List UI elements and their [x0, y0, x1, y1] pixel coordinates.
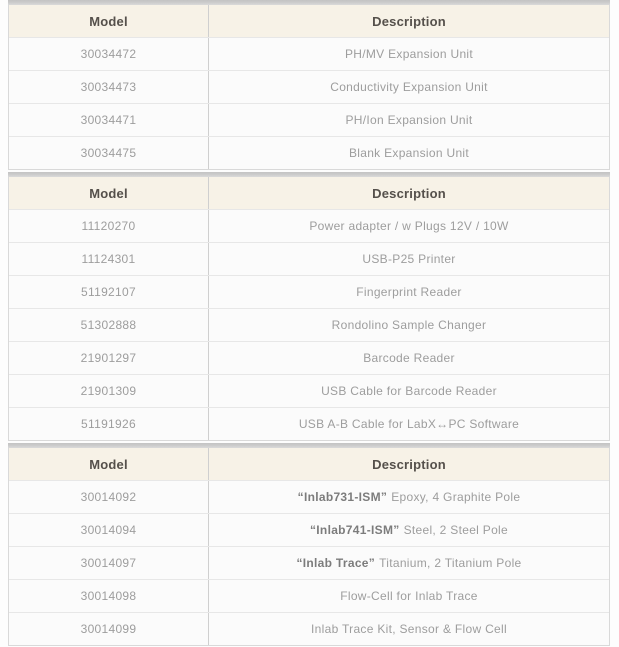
column-header-model: Model	[89, 185, 128, 201]
description-cell: Rondolino Sample Changer	[208, 309, 609, 341]
model-cell: 30014097	[80, 556, 137, 570]
product-table	[8, 172, 610, 441]
model-cell: 30014094	[80, 523, 137, 537]
table-row	[9, 546, 609, 579]
description-cell: Fingerprint Reader	[208, 276, 609, 308]
model-cell: 30014098	[80, 589, 137, 603]
description-text: Steel, 2 Steel Pole	[403, 523, 508, 537]
product-name-bold: “Inlab731-ISM”	[297, 490, 388, 504]
table-row	[9, 341, 609, 374]
description-cell	[208, 514, 609, 546]
table-row	[9, 579, 609, 612]
description-cell: Inlab Trace Kit, Sensor & Flow Cell	[208, 613, 609, 645]
description-cell: Conductivity Expansion Unit	[208, 71, 609, 103]
table-row	[9, 103, 609, 136]
model-cell: 30014099	[80, 622, 137, 636]
description-cell: Blank Expansion Unit	[208, 137, 609, 169]
description-text: Epoxy, 4 Graphite Pole	[391, 490, 521, 504]
description-cell: PH/Ion Expansion Unit	[208, 104, 609, 136]
model-cell: 30034472	[80, 47, 137, 61]
model-cell: 30034473	[80, 80, 137, 94]
table-row	[9, 70, 609, 103]
table-row	[9, 612, 609, 645]
table-row	[9, 308, 609, 341]
table-row	[9, 407, 609, 440]
column-header-description: Description	[208, 5, 609, 37]
table-row	[9, 275, 609, 308]
model-cell: 51192107	[81, 285, 136, 299]
model-cell: 30014092	[80, 490, 137, 504]
description-cell: USB Cable for Barcode Reader	[208, 375, 609, 407]
table-row	[9, 136, 609, 169]
description-cell: PH/MV Expansion Unit	[208, 38, 609, 70]
model-cell: 21901309	[80, 384, 137, 398]
table-header-row	[9, 177, 609, 209]
model-cell: 11124301	[81, 252, 136, 266]
product-table	[8, 443, 610, 646]
description-text: Titanium, 2 Titanium Pole	[379, 556, 522, 570]
model-cell: 30034471	[80, 113, 137, 127]
model-cell: 11120270	[81, 219, 136, 233]
column-header-description: Description	[208, 448, 609, 480]
table-row	[9, 480, 609, 513]
product-name-bold: “Inlab Trace”	[296, 556, 376, 570]
description-cell	[208, 547, 609, 579]
model-cell: 21901297	[80, 351, 137, 365]
column-header-model: Model	[89, 456, 128, 472]
table-row	[9, 37, 609, 70]
table-row	[9, 374, 609, 407]
description-cell	[208, 481, 609, 513]
model-cell: 30034475	[80, 146, 137, 160]
column-header-description: Description	[208, 177, 609, 209]
description-cell: USB A-B Cable for LabX↔PC Software	[208, 408, 609, 440]
description-cell: USB-P25 Printer	[208, 243, 609, 275]
table-row	[9, 513, 609, 546]
product-table	[8, 0, 610, 170]
description-cell: Barcode Reader	[208, 342, 609, 374]
table-row	[9, 209, 609, 242]
product-name-bold: “Inlab741-ISM”	[310, 523, 400, 537]
model-cell: 51302888	[80, 318, 137, 332]
table-header-row	[9, 5, 609, 37]
table-row	[9, 242, 609, 275]
column-header-model: Model	[89, 13, 128, 29]
table-header-row	[9, 448, 609, 480]
model-cell: 51191926	[81, 417, 136, 431]
description-cell: Power adapter / w Plugs 12V / 10W	[208, 210, 609, 242]
description-cell: Flow-Cell for Inlab Trace	[208, 580, 609, 612]
